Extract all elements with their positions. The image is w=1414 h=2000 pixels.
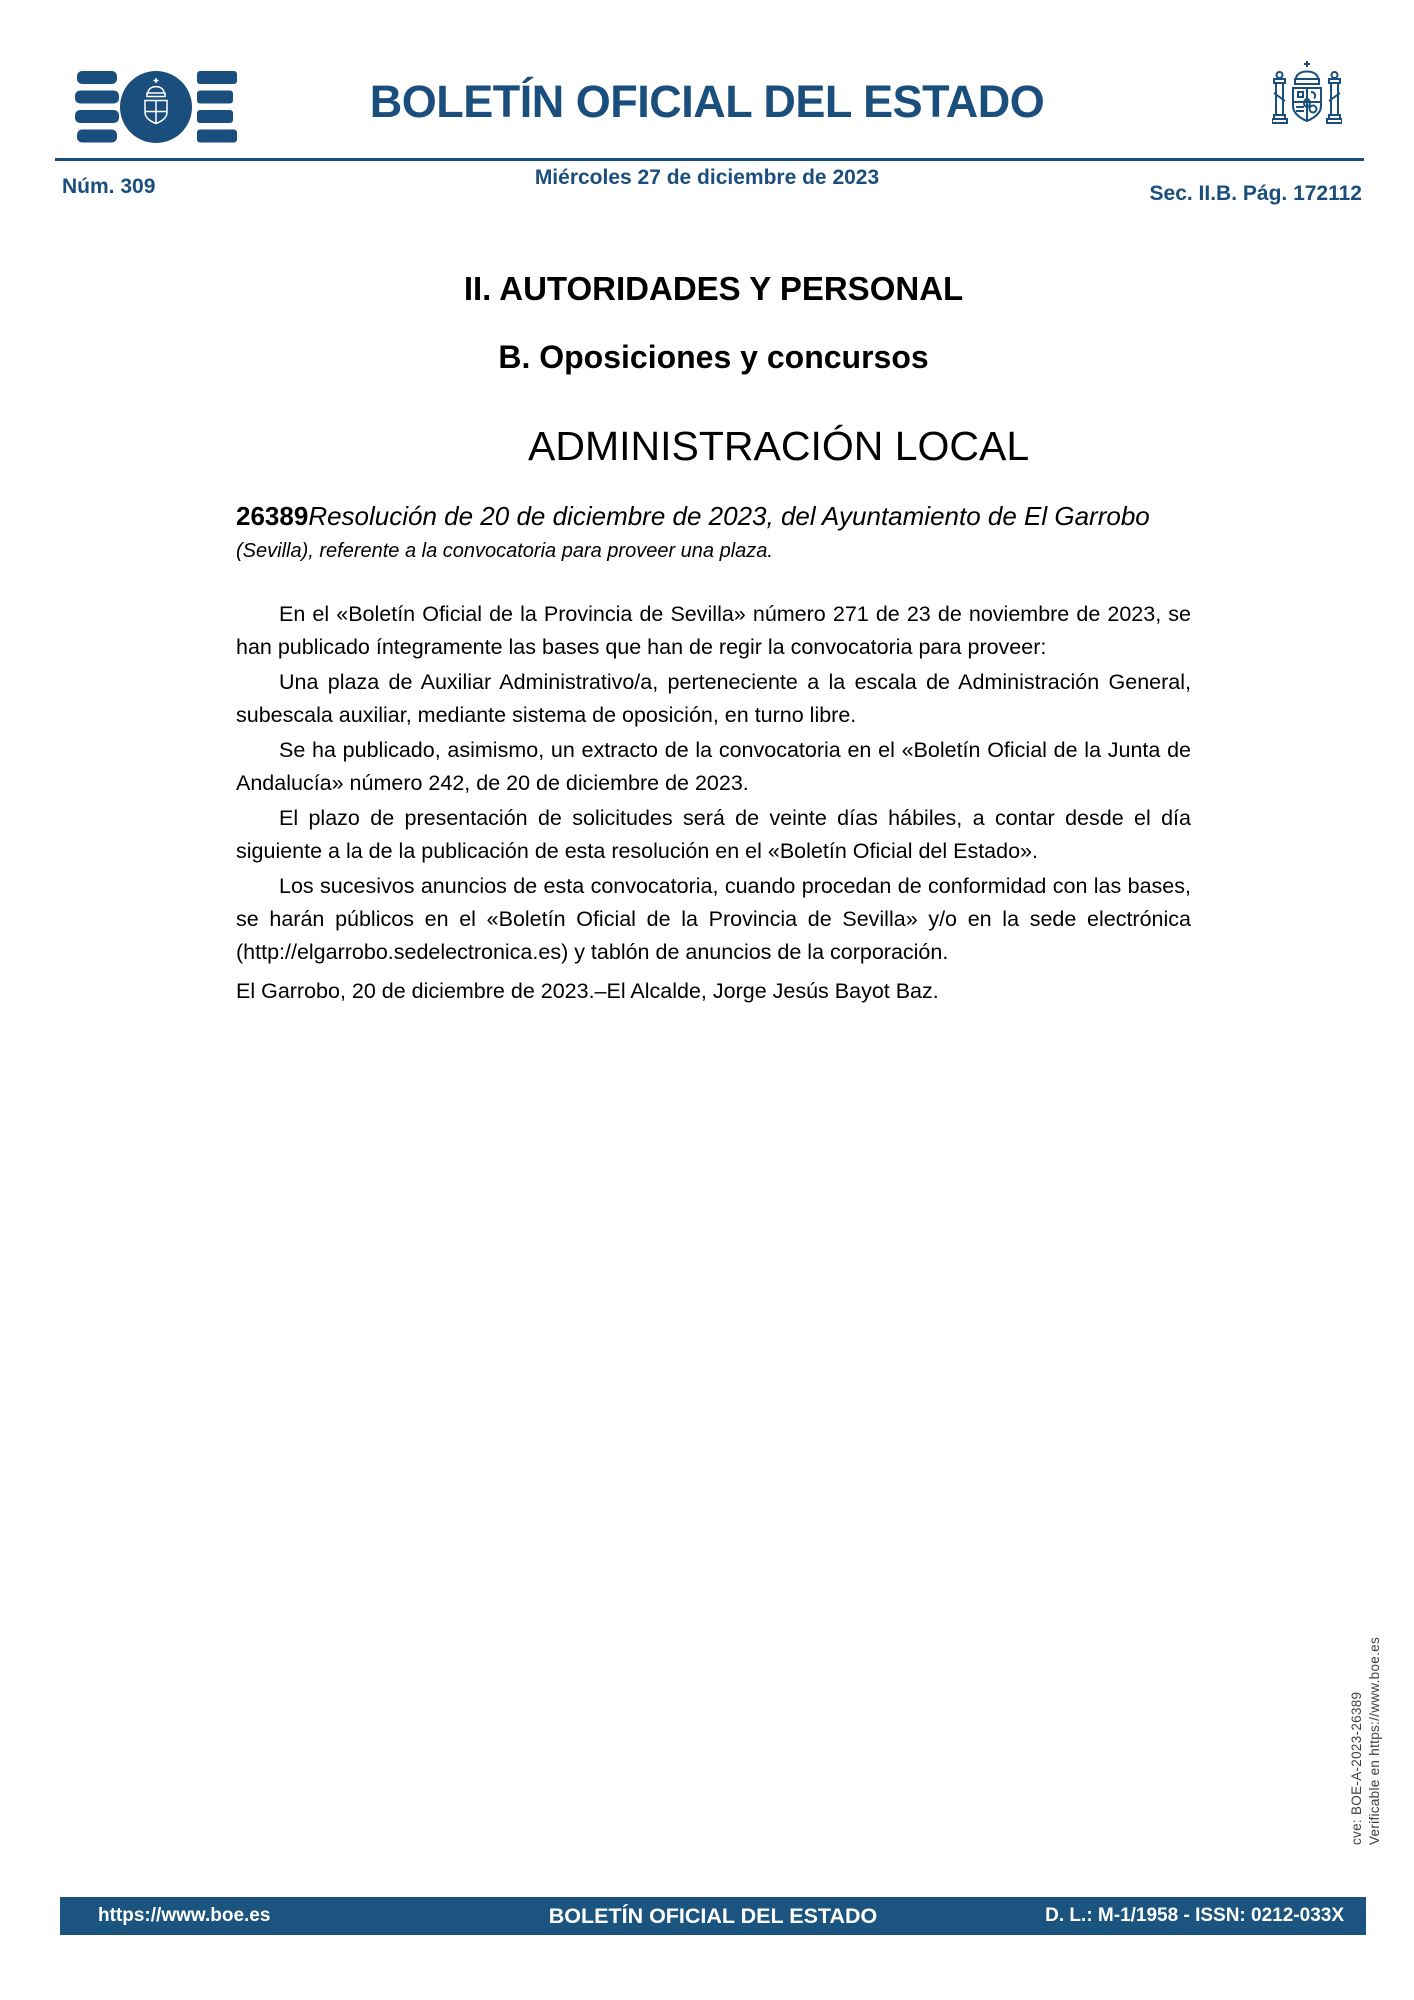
- footer-bar: [60, 1897, 1366, 1935]
- item-title-line2: (Sevilla), referente a la convocatoria para proveer una plaza.: [236, 540, 773, 562]
- subsection-heading: B. Oposiciones y concursos: [498, 339, 929, 375]
- body-paragraph: Una plaza de Auxiliar Administrativo/a, perteneciente a la escala de Administración General, subescala auxiliar, mediante sistema de oposición, en turno libre.: [236, 670, 1191, 727]
- publication-date: Miércoles 27 de diciembre de 2023: [534, 166, 880, 189]
- section-page-ref: Sec. II.B. Pág. 172112: [1149, 182, 1362, 205]
- body-paragraph: En el «Boletín Oficial de la Provincia de Sevilla» número 271 de 23 de noviembre de 2023, se han publicado íntegramente las bases que han de regir la convocatoria para proveer:: [236, 602, 1191, 659]
- footer-title: BOLETÍN OFICIAL DEL ESTADO: [548, 1903, 878, 1928]
- masthead-title: BOLETÍN OFICIAL DEL ESTADO: [369, 76, 1045, 127]
- verification-sidebar: [1348, 1637, 1384, 1845]
- cve-code: cve: BOE-A-2023-26389: [1349, 1691, 1364, 1845]
- item-number: 26389: [236, 501, 309, 531]
- body-paragraph: El plazo de presentación de solicitudes será de veinte días hábiles, a contar desde el día siguiente a la de la publicación de esta resolución en el «Boletín Oficial del Estado».: [236, 806, 1191, 863]
- item-title-line1: Resolución de 20 de diciembre de 2023, del Ayuntamiento de El Garrobo: [308, 501, 1150, 531]
- body-paragraph: Los sucesivos anuncios de esta convocatoria, cuando procedan de conformidad con las bases, se harán públicos en el «Boletín Oficial de la Provincia de Sevilla» y/o en la sede electrónica (http://elgarrobo.sedelectronica.es) y tablón de anuncios de la corporación.: [236, 874, 1191, 964]
- section-heading: II. AUTORIDADES Y PERSONAL: [463, 270, 964, 307]
- department-heading: ADMINISTRACIÓN LOCAL: [528, 423, 1030, 469]
- item-title: [236, 501, 1246, 568]
- header-divider: [55, 158, 1364, 161]
- document-body: [236, 260, 1191, 1008]
- issue-number: Núm. 309: [62, 175, 156, 198]
- footer-legal: D. L.: M-1/1958 - ISSN: 0212-033X: [1045, 1905, 1344, 1926]
- signature-line: El Garrobo, 20 de diciembre de 2023.–El Alcalde, Jorge Jesús Bayot Baz.: [236, 979, 939, 1003]
- body-paragraph: Se ha publicado, asimismo, un extracto de la convocatoria en el «Boletín Oficial de la Junta de Andalucía» número 242, de 20 de diciembre de 2023.: [236, 738, 1191, 795]
- verification-note: Verificable en https://www.boe.es: [1367, 1636, 1382, 1845]
- footer-url: https://www.boe.es: [98, 1905, 271, 1926]
- spain-coat-of-arms-icon: [1272, 56, 1342, 138]
